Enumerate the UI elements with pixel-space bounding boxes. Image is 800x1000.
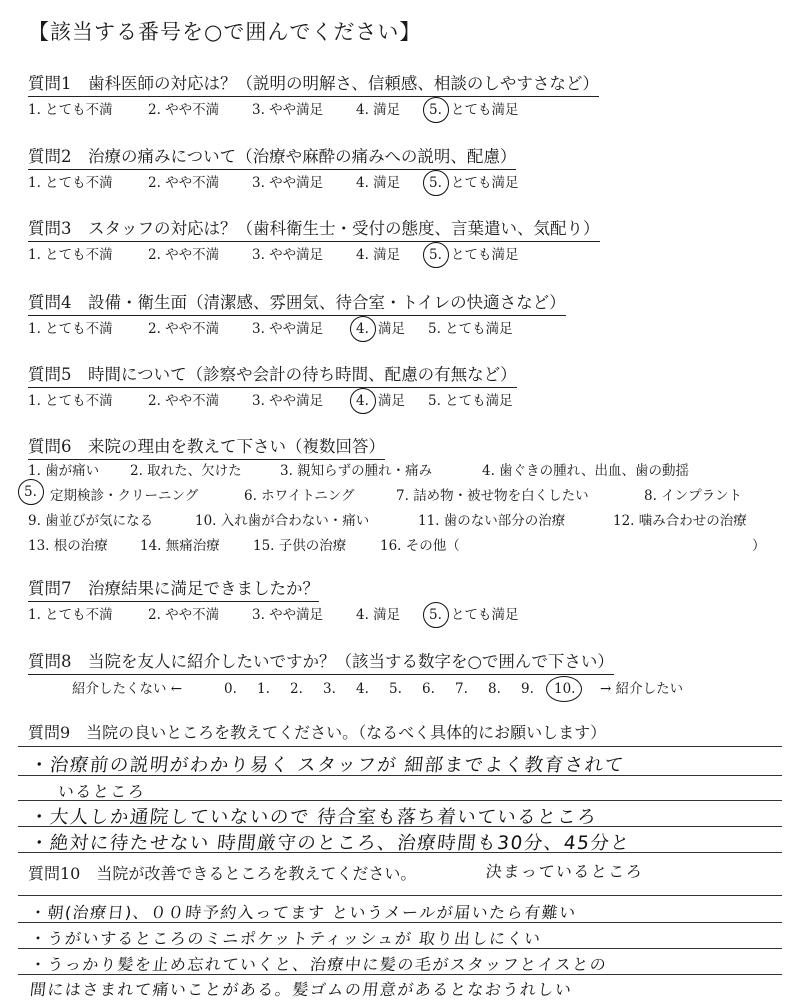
question-7-options: [28, 603, 519, 623]
reason-5-circled[interactable]: 5.: [24, 484, 37, 500]
q1-option-4[interactable]: 4. 満足: [356, 102, 401, 118]
scale-8[interactable]: 8.: [488, 681, 501, 697]
q3-option-5-circled[interactable]: 5.: [429, 247, 451, 263]
reason-10[interactable]: 10. 入れ歯が合わない・痛い: [195, 513, 370, 529]
q4-option-4-text: 満足: [378, 321, 405, 337]
q10-answer-line-4: 間にはさまれて痛いことがある。髪ゴムの用意があるとなおうれしい: [28, 980, 574, 999]
scale-1[interactable]: 1.: [257, 681, 270, 697]
q10-answer-line-2: ・うがいするところのミニポケットティッシュが 取り出しにくい: [28, 929, 543, 948]
scale-9[interactable]: 9.: [521, 681, 534, 697]
q2-option-3[interactable]: 3. やや満足: [252, 175, 324, 191]
reason-6[interactable]: 6. ホワイトニング: [244, 488, 355, 504]
q4-option-3[interactable]: 3. やや満足: [252, 321, 324, 337]
q2-option-4[interactable]: 4. 満足: [356, 175, 401, 191]
q5-option-1[interactable]: 1. とても不満: [28, 393, 113, 409]
reason-3[interactable]: 3. 親知らずの腫れ・痛み: [280, 463, 433, 479]
reason-4[interactable]: 4. 歯ぐきの腫れ、出血、歯の動揺: [482, 463, 689, 479]
q1-option-1[interactable]: 1. とても不満: [28, 102, 113, 118]
q7-option-2[interactable]: 2. やや不満: [148, 607, 220, 623]
question-1-options: [28, 98, 519, 118]
q1-option-5-circled[interactable]: 5.: [429, 102, 451, 118]
reason-12[interactable]: 12. 噛み合わせの治療: [613, 513, 747, 529]
scale-7[interactable]: 7.: [455, 681, 468, 697]
scale-2[interactable]: 2.: [290, 681, 303, 697]
q2-option-2[interactable]: 2. やや不満: [148, 175, 220, 191]
question-5-options: [28, 389, 513, 409]
q2-option-5-circled[interactable]: 5.: [429, 175, 451, 191]
reason-11[interactable]: 11. 歯のない部分の治療: [418, 513, 566, 529]
question-2-label: 質問2 治療の痛みについて（治療や麻酔の痛みへの説明、配慮）: [28, 143, 516, 170]
q4-option-1[interactable]: 1. とても不満: [28, 321, 113, 337]
reason-14[interactable]: 14. 無痛治療: [140, 538, 220, 554]
reason-8[interactable]: 8. インプラント: [644, 488, 743, 504]
reason-13[interactable]: 13. 根の治療: [28, 538, 108, 554]
question-3-label: 質問3 スタッフの対応は？（歯科衛生士・受付の態度、言葉遣い、気配り）: [28, 215, 600, 242]
scale-0[interactable]: 0.: [224, 681, 237, 697]
q9-answer-line-2: いるところ: [56, 782, 147, 801]
question-4-label: 質問4 設備・衛生面（清潔感、雰囲気、待合室・トイレの快適さなど）: [28, 289, 566, 316]
scale-10-circled[interactable]: 10.: [554, 681, 600, 697]
answer-line: [18, 895, 782, 896]
reason-5-text: 定期検診・クリーニング: [50, 488, 199, 504]
q5-option-3[interactable]: 3. やや満足: [252, 393, 324, 409]
scale-5[interactable]: 5.: [389, 681, 402, 697]
question-9-label: 質問9 当院の良いところを教えてください。（なるべく具体的にお願いします）: [28, 723, 607, 742]
question-8-label: 質問8 当院を友人に紹介したいですか？（該当する数字を○で囲んで下さい）: [28, 648, 614, 675]
question-10-label: 質問10 当院が改善できるところを教えてください。: [28, 864, 417, 883]
scale-left-label: 紹介したくない ←: [72, 681, 183, 697]
q9-answer-line-3: ・大人しか通院していないので 待合室も落ち着いているところ: [28, 807, 599, 828]
question-1-label: 質問1 歯科医師の対応は？（説明の明解さ、信頼感、相談のしやすさなど）: [28, 70, 599, 97]
q5-option-2[interactable]: 2. やや不満: [148, 393, 220, 409]
q3-option-5-text: とても満足: [451, 247, 519, 263]
answer-line: [18, 746, 782, 747]
question-3-options: [28, 243, 519, 263]
q7-option-5-text: とても満足: [451, 607, 519, 623]
q7-option-3[interactable]: 3. やや満足: [252, 607, 324, 623]
q5-option-4-text: 満足: [378, 393, 405, 409]
reason-16[interactable]: 16. その他（: [380, 538, 460, 554]
reason-9[interactable]: 9. 歯並びが気になる: [28, 513, 154, 529]
reason-16-close-paren: ）: [752, 538, 766, 554]
q1-option-2[interactable]: 2. やや不満: [148, 102, 220, 118]
q5-option-4-circled[interactable]: 4.: [356, 393, 378, 409]
q9-answer-line-1: ・治療前の説明がわかり易く スタッフが 細部までよく教育されて: [28, 755, 626, 776]
q2-option-1[interactable]: 1. とても不満: [28, 175, 113, 191]
reason-1[interactable]: 1. 歯が痛い: [28, 463, 100, 479]
q4-option-5[interactable]: 5. とても満足: [428, 321, 513, 337]
q3-option-1[interactable]: 1. とても不満: [28, 247, 113, 263]
q7-option-5-circled[interactable]: 5.: [429, 607, 451, 623]
scale-3[interactable]: 3.: [323, 681, 336, 697]
question-6-label: 質問6 来院の理由を教えて下さい（複数回答）: [28, 433, 385, 460]
q7-option-4[interactable]: 4. 満足: [356, 607, 401, 623]
q4-option-4-circled[interactable]: 4.: [356, 321, 378, 337]
scale-right-label: → 紹介したい: [600, 681, 684, 697]
reason-15[interactable]: 15. 子供の治療: [253, 538, 347, 554]
q7-option-1[interactable]: 1. とても不満: [28, 607, 113, 623]
q10-answer-line-1: ・朝(治療日)、００時予約入ってます というメールが届いたら有難い: [28, 903, 578, 922]
q3-option-4[interactable]: 4. 満足: [356, 247, 401, 263]
q3-option-3[interactable]: 3. やや満足: [252, 247, 324, 263]
q9-answer-line-4: ・絶対に待たせない 時間厳守のところ、治療時間も30分、45分と: [28, 833, 632, 854]
q4-option-2[interactable]: 2. やや不満: [148, 321, 220, 337]
q5-option-5[interactable]: 5. とても満足: [428, 393, 513, 409]
question-4-options: [28, 317, 513, 337]
question-2-options: [28, 171, 519, 191]
q2-option-5-text: とても満足: [451, 175, 519, 191]
scale-6[interactable]: 6.: [422, 681, 435, 697]
scale-4[interactable]: 4.: [356, 681, 369, 697]
q3-option-2[interactable]: 2. やや不満: [148, 247, 220, 263]
page-title: 【該当する番号を○で囲んでください】: [28, 20, 422, 44]
q1-option-3[interactable]: 3. やや満足: [252, 102, 324, 118]
reason-2[interactable]: 2. 取れた、欠けた: [130, 463, 242, 479]
question-8-scale: [72, 677, 683, 697]
q10-answer-line-3: ・うっかり髪を止め忘れていくと、治療中に髪の毛がスタッフとイスとの: [28, 955, 609, 974]
q1-option-5-text: とても満足: [451, 102, 519, 118]
reason-7[interactable]: 7. 詰め物・被せ物を白くしたい: [396, 488, 589, 504]
question-7-label: 質問7 治療結果に満足できましたか？: [28, 575, 319, 602]
question-5-label: 質問5 時間について（診察や会計の待ち時間、配慮の有無など）: [28, 361, 517, 388]
q9-answer-line-5: 決まっているところ: [484, 862, 645, 881]
